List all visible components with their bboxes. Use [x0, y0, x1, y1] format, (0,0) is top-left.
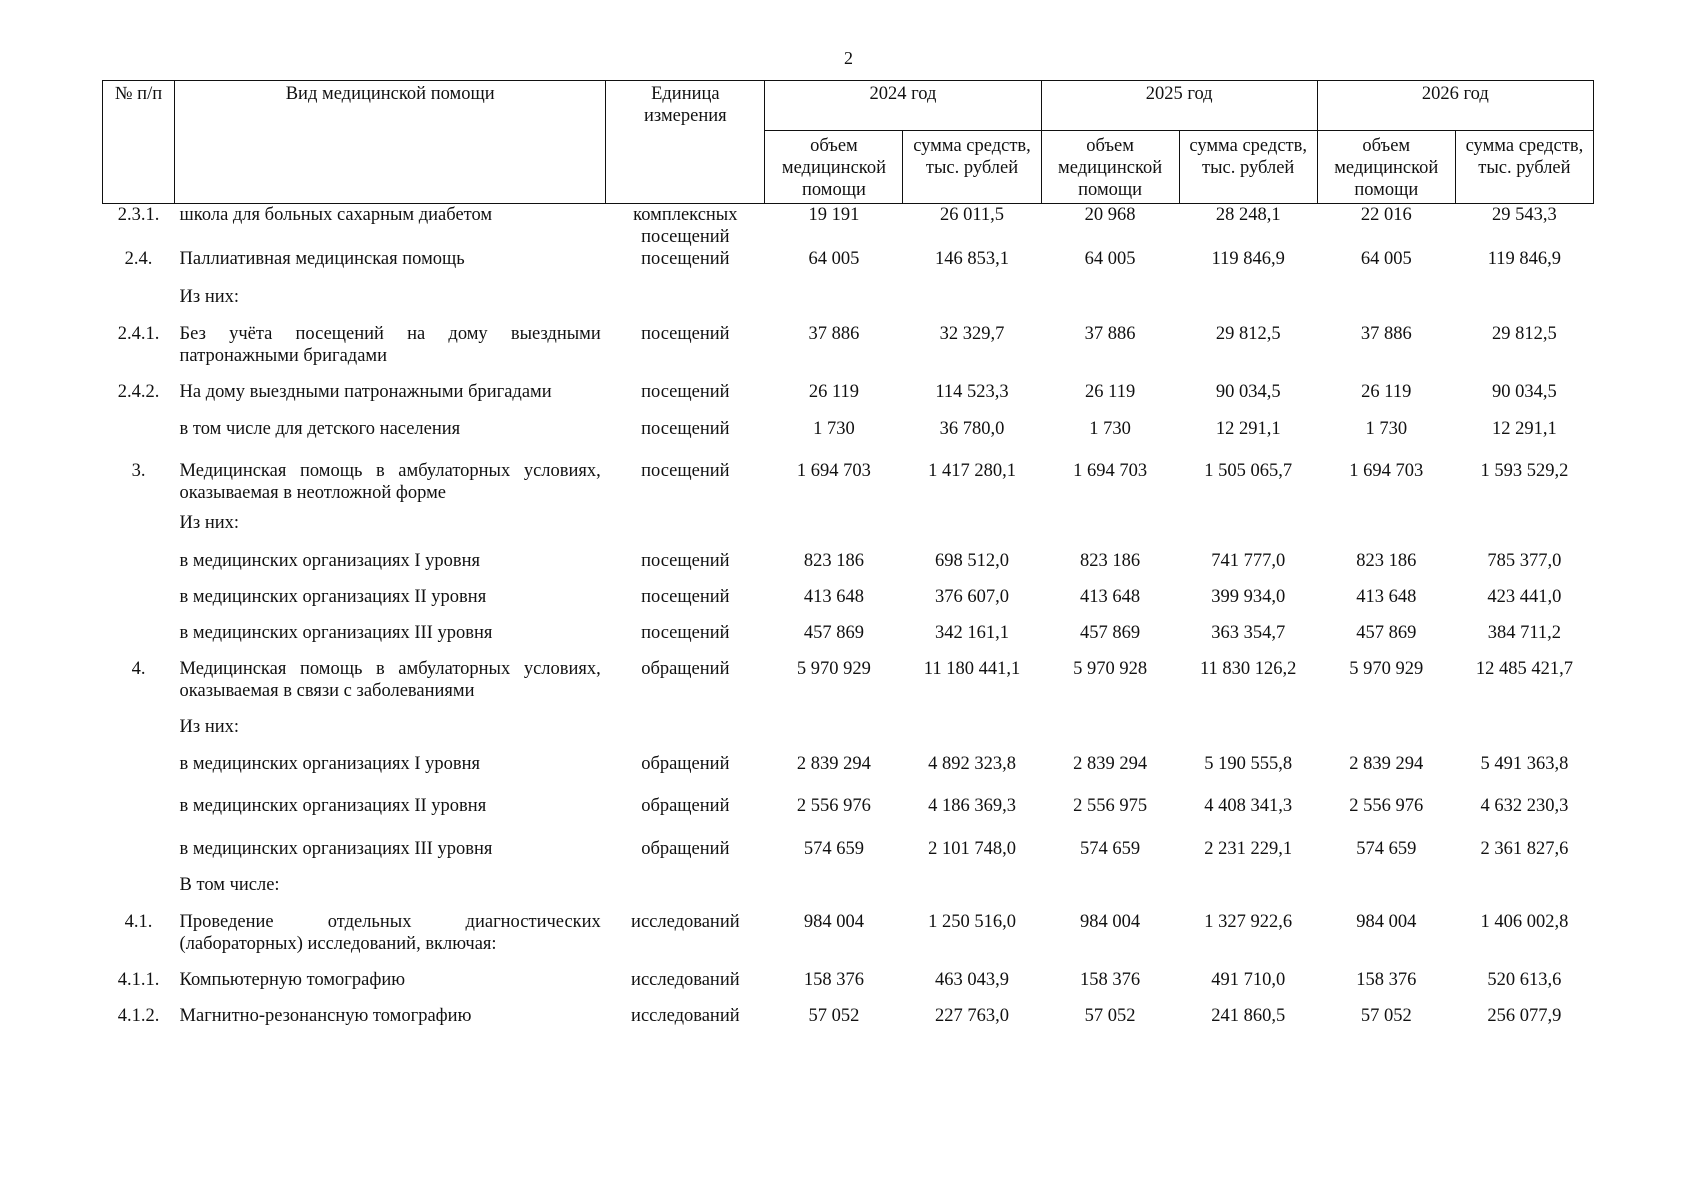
cell-volume-2024 [765, 874, 903, 911]
cell-sum-2024: 114 523,3 [935, 382, 1009, 402]
cell-volume-2026: 57 052 [1360, 1006, 1412, 1026]
cell-volume-2024: 37 886 [808, 324, 860, 344]
cell-sum-2026: 384 711,2 [1487, 623, 1562, 643]
row-unit: обращений [641, 659, 730, 679]
cell-sum-2026 [1455, 286, 1593, 323]
cell-volume-2026: 37 886 [1360, 324, 1412, 344]
row-unit: обращений [641, 796, 730, 816]
header-unit: Единица измерения [606, 81, 765, 204]
cell-volume-2025 [1041, 874, 1179, 911]
row-number [103, 286, 175, 323]
cell-volume-2026: 158 376 [1356, 970, 1417, 990]
table-row [103, 838, 1594, 874]
cell-sum-2025: 399 934,0 [1211, 587, 1286, 607]
cell-sum-2024: 1 250 516,0 [928, 912, 1016, 932]
cell-sum-2024 [903, 286, 1041, 323]
cell-sum-2025: 491 710,0 [1211, 970, 1286, 990]
cell-volume-2024: 2 556 976 [796, 796, 871, 816]
table-row [103, 795, 1594, 838]
table-row [103, 550, 1594, 586]
row-care-type: в медицинских организациях II уровня [179, 796, 487, 816]
cell-sum-2026: 785 377,0 [1487, 551, 1562, 571]
cell-volume-2026: 64 005 [1360, 249, 1412, 269]
cell-sum-2026: 29 812,5 [1492, 324, 1557, 344]
cell-volume-2026: 22 016 [1360, 205, 1412, 225]
row-unit: исследований [631, 1006, 740, 1026]
cell-sum-2026: 1 593 529,2 [1480, 461, 1569, 481]
row-care-type: Из них: [179, 287, 240, 307]
row-number: 2.4. [124, 249, 153, 269]
cell-sum-2026: 29 543,3 [1492, 205, 1557, 225]
cell-sum-2025: 2 231 229,1 [1204, 839, 1293, 859]
row-care-type: в медицинских организациях I уровня [179, 754, 481, 774]
row-number: 2.4.1. [117, 324, 160, 344]
header-sum: сумма средств, тыс. рублей [1179, 131, 1317, 204]
row-unit: посещений [641, 249, 730, 269]
cell-sum-2026: 4 632 230,3 [1480, 796, 1569, 816]
row-unit: исследований [631, 970, 740, 990]
row-number [103, 512, 175, 550]
row-number: 3. [131, 461, 146, 481]
row-care-type: В том числе: [179, 875, 280, 895]
cell-volume-2025: 20 968 [1084, 205, 1136, 225]
page-number: 2 [844, 48, 853, 68]
cell-sum-2025: 363 354,7 [1211, 623, 1286, 643]
cell-sum-2025: 29 812,5 [1215, 324, 1281, 344]
cell-volume-2024: 64 005 [808, 249, 860, 269]
cell-volume-2025: 64 005 [1084, 249, 1136, 269]
cell-volume-2025: 2 556 975 [1073, 796, 1148, 816]
cell-volume-2026: 574 659 [1356, 839, 1417, 859]
cell-volume-2024: 984 004 [803, 912, 864, 932]
row-unit: комплексных посещений [633, 205, 738, 247]
cell-volume-2024: 574 659 [803, 839, 864, 859]
table-row [103, 622, 1594, 658]
row-care-type: Медицинская помощь в амбулаторных условиях, оказываемая в связи с заболеваниями [179, 659, 601, 701]
row-care-type: в медицинских организациях I уровня [179, 551, 481, 571]
cell-sum-2024: 32 329,7 [939, 324, 1005, 344]
row-number [103, 838, 175, 874]
cell-sum-2026: 119 846,9 [1487, 249, 1562, 269]
row-number: 4.1. [124, 912, 153, 932]
cell-volume-2024: 823 186 [803, 551, 864, 571]
cell-volume-2026 [1317, 874, 1455, 911]
cell-volume-2026 [1317, 286, 1455, 323]
table-row [103, 911, 1594, 969]
row-unit [606, 874, 765, 911]
header-no: № п/п [103, 81, 175, 204]
cell-volume-2025: 1 694 703 [1073, 461, 1148, 481]
cell-sum-2024: 463 043,9 [935, 970, 1010, 990]
table-row [103, 658, 1594, 716]
cell-volume-2026 [1317, 512, 1455, 550]
row-unit: обращений [641, 839, 730, 859]
cell-sum-2026: 12 291,1 [1492, 419, 1557, 439]
table-row [103, 204, 1594, 249]
table-row [103, 381, 1594, 418]
cell-sum-2024: 26 011,5 [939, 205, 1005, 225]
cell-volume-2024: 26 119 [808, 382, 860, 402]
cell-volume-2025 [1041, 512, 1179, 550]
row-care-type: Без учёта посещений на дому выездными патронажными бригадами [179, 324, 601, 366]
row-care-type: Из них: [179, 717, 240, 737]
cell-volume-2025: 26 119 [1085, 382, 1136, 402]
header-sum: сумма средств, тыс. рублей [1455, 131, 1593, 204]
table-row [103, 418, 1594, 460]
cell-volume-2025: 413 648 [1080, 587, 1141, 607]
row-number [103, 586, 175, 622]
table-row [103, 874, 1594, 911]
cell-volume-2026: 2 839 294 [1349, 754, 1424, 774]
cell-volume-2025 [1041, 286, 1179, 323]
cell-sum-2024 [903, 512, 1041, 550]
row-care-type: Проведение отдельных диагностических (лабораторных) исследований, включая: [179, 912, 601, 954]
row-unit [606, 716, 765, 753]
row-unit: посещений [641, 623, 730, 643]
cell-volume-2026: 1 730 [1365, 419, 1408, 439]
row-number: 2.4.2. [117, 382, 160, 402]
cell-sum-2026 [1455, 874, 1593, 911]
cell-sum-2025: 241 860,5 [1211, 1006, 1286, 1026]
header-volume: объем медицинской помощи [1041, 131, 1179, 204]
row-care-type: в том числе для детского населения [179, 419, 461, 439]
row-number: 4.1.2. [117, 1006, 160, 1026]
row-care-type: Компьютерную томографию [179, 970, 406, 990]
cell-sum-2025: 28 248,1 [1215, 205, 1281, 225]
table-row [103, 969, 1594, 1005]
cell-volume-2026: 1 694 703 [1349, 461, 1424, 481]
row-number: 4. [131, 659, 146, 679]
row-unit: посещений [641, 587, 730, 607]
cell-sum-2024 [903, 716, 1041, 753]
cell-volume-2025: 5 970 928 [1073, 659, 1148, 679]
cell-sum-2024: 4 892 323,8 [928, 754, 1016, 774]
cell-sum-2025: 11 830 126,2 [1199, 659, 1297, 679]
cell-sum-2024: 376 607,0 [935, 587, 1010, 607]
cell-volume-2026: 413 648 [1356, 587, 1417, 607]
cell-sum-2025: 1 327 922,6 [1204, 912, 1293, 932]
cell-volume-2025: 457 869 [1080, 623, 1141, 643]
cell-volume-2025: 2 839 294 [1073, 754, 1148, 774]
cell-volume-2025 [1041, 716, 1179, 753]
row-care-type: Магнитно-резонансную томографию [179, 1006, 472, 1026]
cell-sum-2025: 741 777,0 [1211, 551, 1286, 571]
cell-volume-2024: 457 869 [803, 623, 864, 643]
cell-sum-2025: 4 408 341,3 [1204, 796, 1293, 816]
cell-volume-2025: 158 376 [1080, 970, 1141, 990]
cell-sum-2026: 1 406 002,8 [1480, 912, 1569, 932]
cell-volume-2026: 457 869 [1356, 623, 1417, 643]
cell-volume-2026: 2 556 976 [1349, 796, 1424, 816]
row-care-type: На дому выездными патронажными бригадами [179, 382, 552, 402]
row-number [103, 622, 175, 658]
row-number [103, 550, 175, 586]
row-number: 4.1.1. [117, 970, 160, 990]
header-year-2026: 2026 год [1317, 81, 1593, 131]
header-volume: объем медицинской помощи [765, 131, 903, 204]
cell-volume-2025: 37 886 [1084, 324, 1136, 344]
cell-volume-2024: 413 648 [803, 587, 864, 607]
cell-sum-2026: 5 491 363,8 [1480, 754, 1569, 774]
medical-care-table [102, 80, 1594, 1041]
header-year-2025: 2025 год [1041, 81, 1317, 131]
cell-volume-2025: 823 186 [1080, 551, 1141, 571]
table-row [103, 512, 1594, 550]
table-body [103, 204, 1594, 1042]
cell-sum-2024: 227 763,0 [935, 1006, 1010, 1026]
header-year-2024: 2024 год [765, 81, 1041, 131]
cell-sum-2025 [1179, 716, 1317, 753]
cell-sum-2025 [1179, 286, 1317, 323]
cell-volume-2026: 26 119 [1361, 382, 1412, 402]
row-unit [606, 286, 765, 323]
cell-volume-2026: 984 004 [1356, 912, 1417, 932]
cell-sum-2026: 2 361 827,6 [1480, 839, 1569, 859]
cell-sum-2024: 36 780,0 [939, 419, 1005, 439]
cell-volume-2024: 19 191 [808, 205, 860, 225]
cell-sum-2024: 146 853,1 [935, 249, 1010, 269]
cell-volume-2024: 57 052 [808, 1006, 860, 1026]
cell-volume-2026: 5 970 929 [1349, 659, 1424, 679]
cell-sum-2025: 5 190 555,8 [1204, 754, 1293, 774]
row-care-type: Медицинская помощь в амбулаторных условиях, оказываемая в неотложной форме [179, 461, 601, 503]
table-row [103, 716, 1594, 753]
row-unit: посещений [641, 461, 730, 481]
cell-sum-2025: 1 505 065,7 [1204, 461, 1293, 481]
cell-volume-2024: 1 730 [813, 419, 855, 439]
cell-sum-2026 [1455, 716, 1593, 753]
cell-sum-2024: 2 101 748,0 [928, 839, 1016, 859]
cell-sum-2026: 12 485 421,7 [1475, 659, 1573, 679]
cell-sum-2024: 1 417 280,1 [928, 461, 1016, 481]
row-number [103, 716, 175, 753]
cell-volume-2026: 823 186 [1356, 551, 1417, 571]
row-unit: обращений [641, 754, 730, 774]
row-unit: посещений [641, 382, 730, 402]
row-unit: посещений [641, 419, 730, 439]
cell-volume-2024 [765, 286, 903, 323]
cell-volume-2024: 158 376 [803, 970, 864, 990]
row-number [103, 753, 175, 795]
table-row [103, 248, 1594, 286]
cell-volume-2025: 984 004 [1080, 912, 1141, 932]
row-care-type: в медицинских организациях II уровня [179, 587, 487, 607]
cell-sum-2024: 698 512,0 [935, 551, 1010, 571]
cell-sum-2026 [1455, 512, 1593, 550]
cell-sum-2025 [1179, 512, 1317, 550]
cell-volume-2024: 1 694 703 [796, 461, 871, 481]
cell-sum-2026: 90 034,5 [1492, 382, 1557, 402]
header-volume: объем медицинской помощи [1317, 131, 1455, 204]
row-unit: исследований [631, 912, 740, 932]
table-row [103, 753, 1594, 795]
cell-sum-2024: 4 186 369,3 [928, 796, 1016, 816]
table-row [103, 1005, 1594, 1041]
cell-sum-2025: 119 846,9 [1211, 249, 1285, 269]
cell-sum-2025: 90 034,5 [1215, 382, 1281, 402]
table-row [103, 323, 1594, 381]
cell-volume-2024 [765, 512, 903, 550]
cell-volume-2024: 5 970 929 [796, 659, 871, 679]
header-care-type: Вид медицинской помощи [175, 81, 606, 204]
cell-volume-2025: 1 730 [1089, 419, 1131, 439]
cell-volume-2026 [1317, 716, 1455, 753]
cell-volume-2024 [765, 716, 903, 753]
table-row [103, 460, 1594, 512]
row-unit: посещений [641, 324, 730, 344]
row-unit: посещений [641, 551, 730, 571]
table-row [103, 286, 1594, 323]
table-row [103, 586, 1594, 622]
row-number [103, 418, 175, 460]
cell-volume-2024: 2 839 294 [796, 754, 871, 774]
table-header [103, 81, 1594, 204]
cell-sum-2024 [903, 874, 1041, 911]
row-care-type: в медицинских организациях III уровня [179, 839, 493, 859]
cell-sum-2025: 12 291,1 [1215, 419, 1281, 439]
cell-volume-2025: 57 052 [1084, 1006, 1136, 1026]
row-care-type: в медицинских организациях III уровня [179, 623, 493, 643]
row-number [103, 874, 175, 911]
row-unit [606, 512, 765, 550]
row-care-type: школа для больных сахарным диабетом [179, 205, 493, 225]
cell-volume-2025: 574 659 [1080, 839, 1141, 859]
row-number [103, 795, 175, 838]
cell-sum-2025 [1179, 874, 1317, 911]
row-care-type: Паллиативная медицинская помощь [179, 249, 465, 269]
cell-sum-2026: 256 077,9 [1487, 1006, 1562, 1026]
row-care-type: Из них: [179, 513, 240, 533]
cell-sum-2026: 520 613,6 [1487, 970, 1562, 990]
cell-sum-2026: 423 441,0 [1487, 587, 1562, 607]
header-sum: сумма средств, тыс. рублей [903, 131, 1041, 204]
cell-sum-2024: 11 180 441,1 [923, 659, 1021, 679]
cell-sum-2024: 342 161,1 [935, 623, 1010, 643]
row-number: 2.3.1. [117, 205, 160, 225]
